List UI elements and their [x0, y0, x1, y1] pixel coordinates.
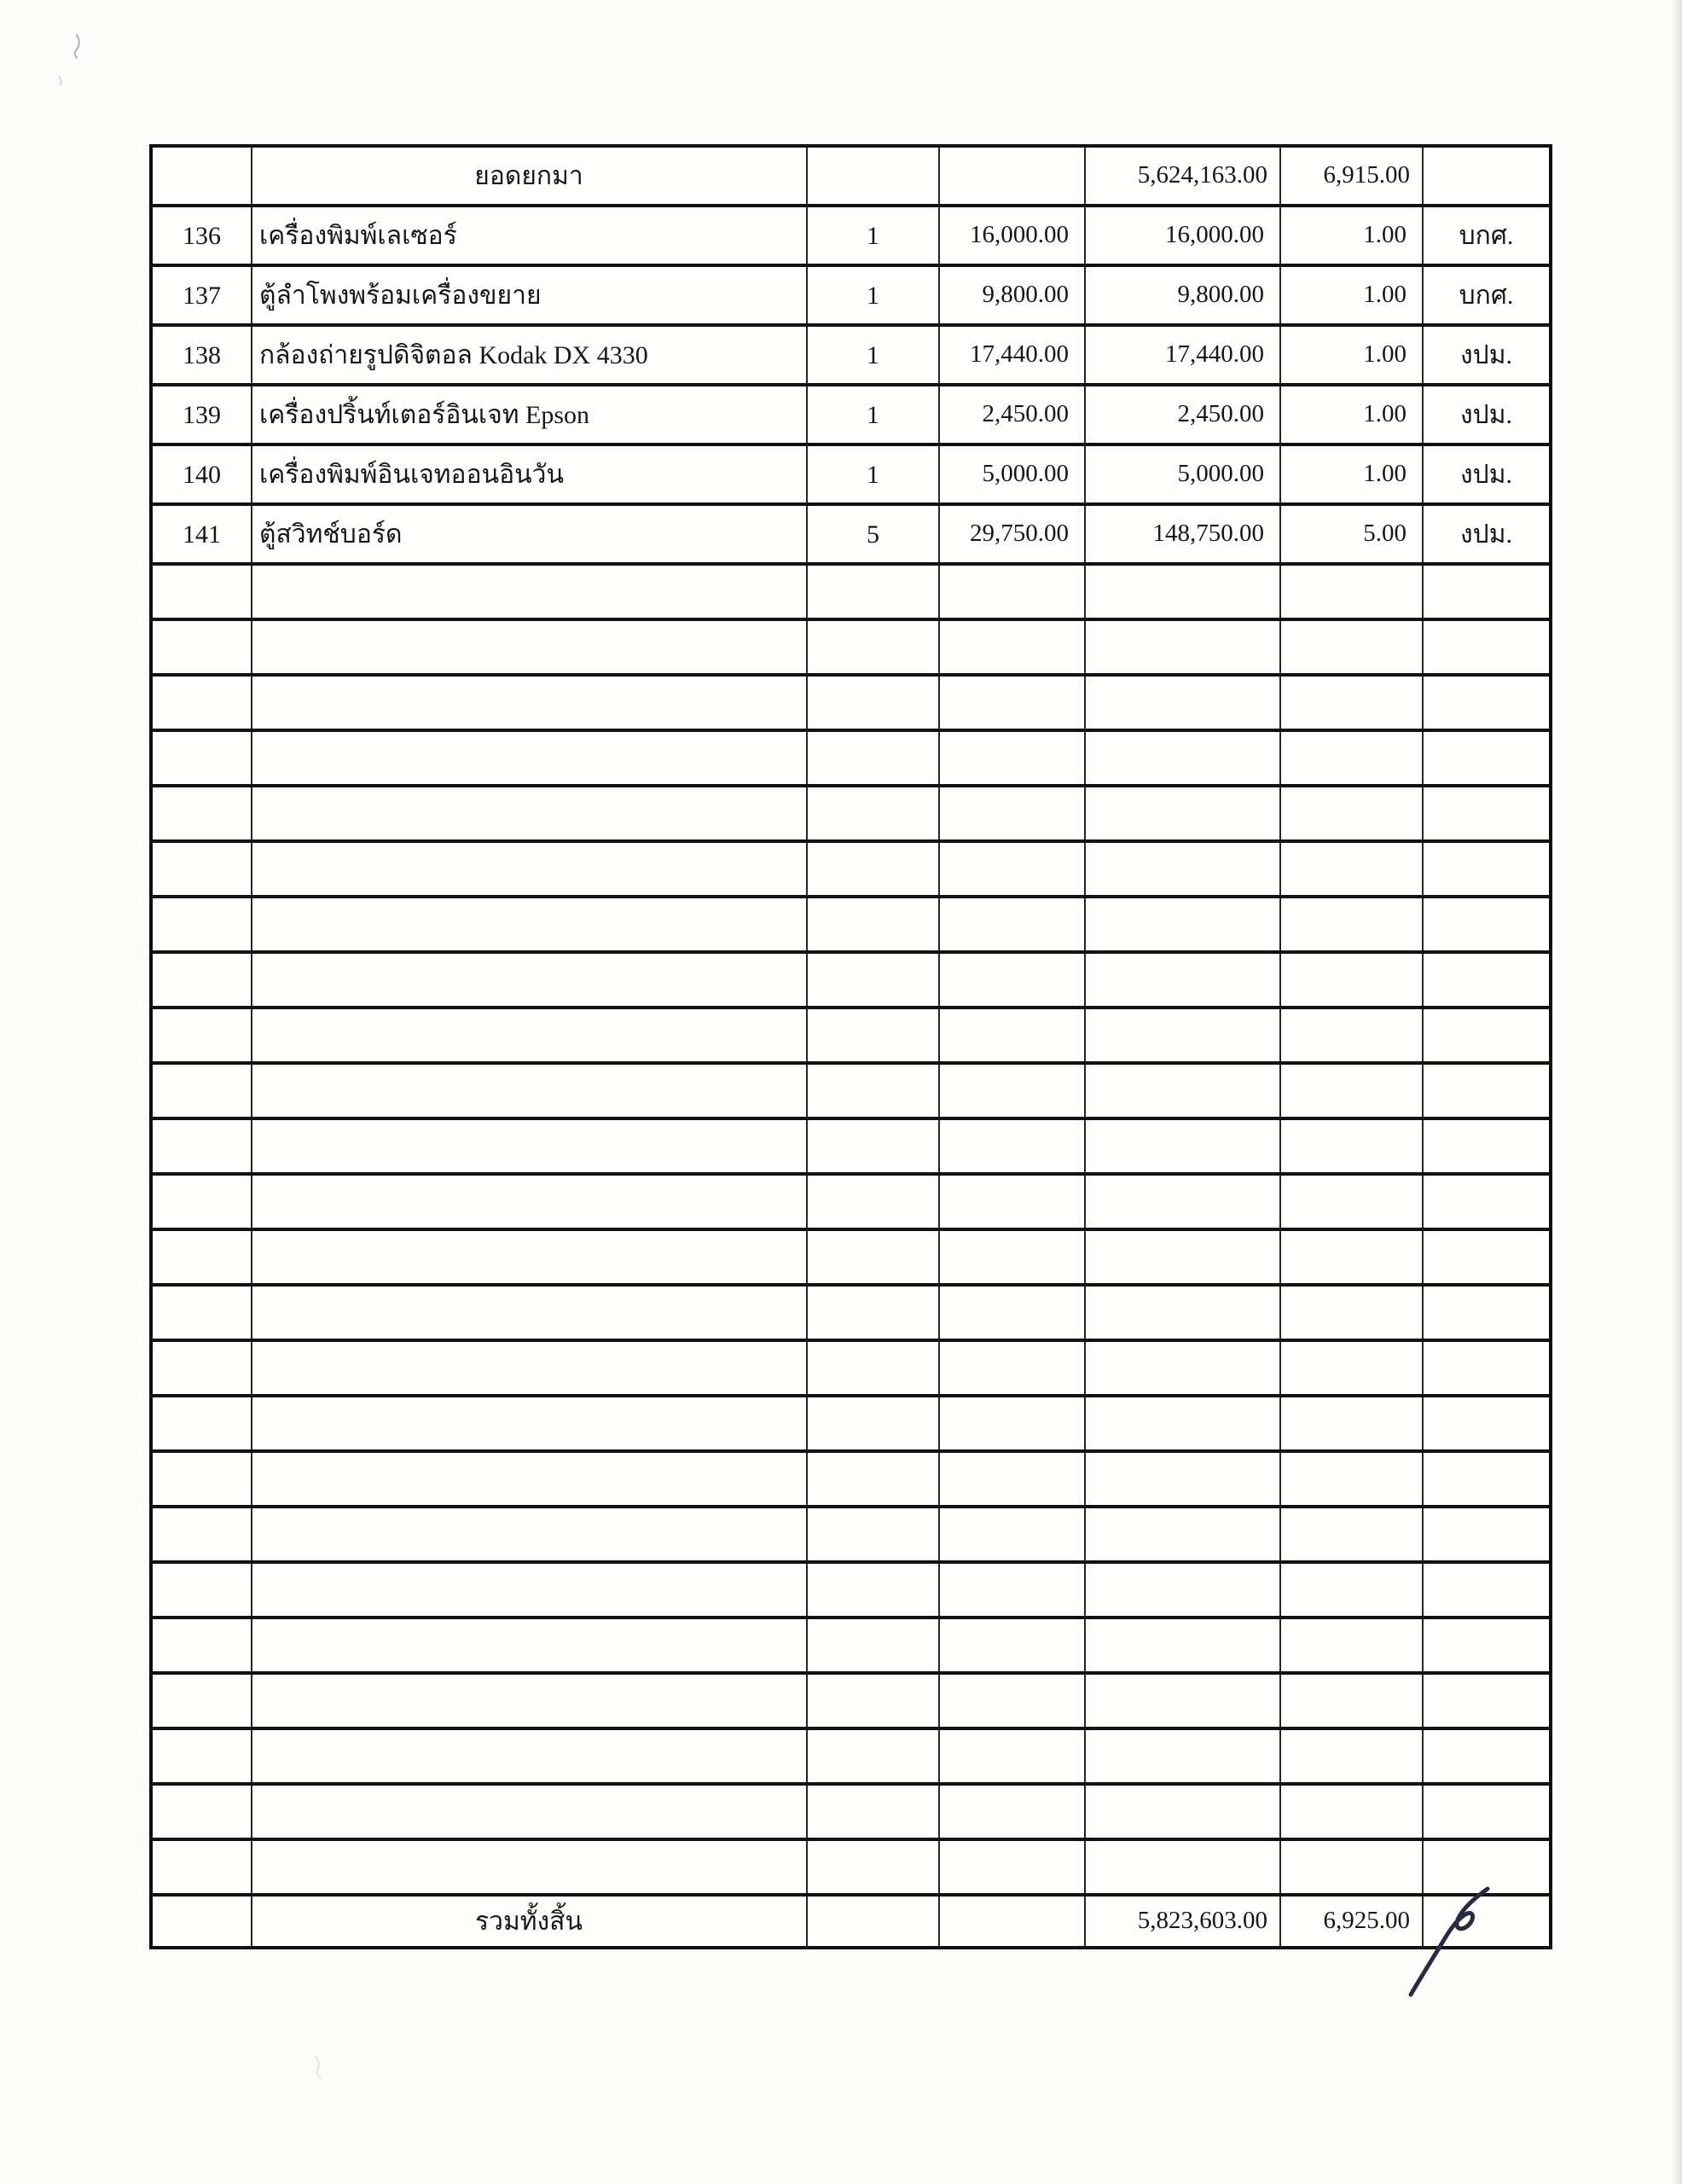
empty-cell: [1280, 1562, 1423, 1618]
empty-cell: [939, 1784, 1085, 1839]
description-cell: กล้องถ่ายรูปดิจิตอล Kodak DX 4330: [252, 325, 807, 385]
empty-row: [151, 1784, 1551, 1839]
empty-cell: [807, 952, 939, 1008]
empty-cell: [252, 786, 807, 841]
empty-cell: [252, 1839, 807, 1895]
description-cell: เครื่องพิมพ์อินเจทออนอินวัน: [252, 444, 807, 504]
item-no-cell: 137: [151, 265, 252, 325]
empty-cell: [1423, 952, 1551, 1008]
empty-cell: [939, 1728, 1085, 1784]
unit-price-cell: 2,450.00: [939, 385, 1085, 444]
empty-cell: [1085, 1784, 1280, 1839]
empty-cell: [1423, 1174, 1551, 1229]
empty-cell: [939, 1063, 1085, 1118]
empty-cell: [1085, 619, 1280, 675]
empty-row: [151, 1451, 1551, 1507]
description-cell: ตู้ลำโพงพร้อมเครื่องขยาย: [252, 265, 807, 325]
empty-cell: [151, 1285, 252, 1340]
empty-cell: [151, 1229, 252, 1285]
empty-cell: [939, 1008, 1085, 1063]
empty-row: [151, 952, 1551, 1008]
empty-cell: [151, 1507, 252, 1562]
empty-cell: [151, 1728, 252, 1784]
empty-cell: [151, 1618, 252, 1673]
description-cell: ยอดยกมา: [252, 146, 807, 206]
empty-cell: [807, 841, 939, 897]
empty-cell: [1423, 675, 1551, 730]
empty-cell: [1280, 1728, 1423, 1784]
empty-cell: [1280, 1008, 1423, 1063]
empty-cell: [1423, 619, 1551, 675]
empty-cell: [1280, 730, 1423, 786]
empty-cell: [1085, 952, 1280, 1008]
empty-row: [151, 1673, 1551, 1728]
empty-cell: [1423, 1451, 1551, 1507]
empty-cell: [939, 1340, 1085, 1396]
empty-cell: [1280, 1507, 1423, 1562]
empty-cell: [1423, 1728, 1551, 1784]
empty-cell: [807, 1229, 939, 1285]
empty-cell: [1423, 897, 1551, 952]
empty-cell: [151, 841, 252, 897]
empty-cell: [1423, 730, 1551, 786]
empty-cell: [807, 1784, 939, 1839]
empty-row: [151, 1008, 1551, 1063]
qty-cell: 1: [807, 206, 939, 265]
empty-row: [151, 1063, 1551, 1118]
empty-cell: [151, 952, 252, 1008]
empty-cell: [151, 619, 252, 675]
amount-cell: 5,823,603.00: [1085, 1895, 1280, 1948]
item-row: [151, 265, 1551, 325]
empty-cell: [807, 146, 939, 206]
qty-cell: 1: [807, 444, 939, 504]
empty-cell: [1280, 1174, 1423, 1229]
scan-artifact-icon: [68, 32, 89, 61]
empty-cell: [252, 1008, 807, 1063]
empty-cell: [939, 1507, 1085, 1562]
count-cell: 5.00: [1280, 504, 1423, 564]
empty-cell: [1280, 1118, 1423, 1174]
empty-cell: [1280, 1063, 1423, 1118]
empty-cell: [807, 1285, 939, 1340]
empty-cell: [252, 1174, 807, 1229]
empty-cell: [1423, 1118, 1551, 1174]
empty-cell: [939, 1118, 1085, 1174]
empty-cell: [252, 1673, 807, 1728]
empty-cell: [1085, 1229, 1280, 1285]
count-cell: 6,925.00: [1280, 1895, 1423, 1948]
empty-cell: [1085, 1396, 1280, 1451]
empty-cell: [151, 1118, 252, 1174]
empty-cell: [939, 1285, 1085, 1340]
amount-cell: 2,450.00: [1085, 385, 1280, 444]
empty-cell: [939, 1174, 1085, 1229]
empty-cell: [1085, 1174, 1280, 1229]
empty-row: [151, 564, 1551, 619]
empty-cell: [1085, 1285, 1280, 1340]
empty-cell: [807, 1728, 939, 1784]
empty-cell: [807, 675, 939, 730]
empty-cell: [939, 1895, 1085, 1948]
empty-cell: [151, 1008, 252, 1063]
empty-cell: [1423, 1784, 1551, 1839]
empty-row: [151, 1229, 1551, 1285]
empty-cell: [1423, 1396, 1551, 1451]
empty-cell: [939, 897, 1085, 952]
empty-cell: [252, 619, 807, 675]
empty-cell: [252, 1507, 807, 1562]
empty-cell: [151, 1451, 252, 1507]
amount-cell: 16,000.00: [1085, 206, 1280, 265]
unit-price-cell: 17,440.00: [939, 325, 1085, 385]
grand-total-row: [151, 1895, 1551, 1948]
empty-cell: [939, 146, 1085, 206]
empty-cell: [1085, 1507, 1280, 1562]
empty-cell: [1280, 564, 1423, 619]
empty-cell: [1423, 1673, 1551, 1728]
item-row: [151, 385, 1551, 444]
empty-cell: [1423, 786, 1551, 841]
empty-cell: [151, 675, 252, 730]
empty-cell: [1085, 730, 1280, 786]
empty-row: [151, 1396, 1551, 1451]
inventory-table: [149, 144, 1552, 1949]
empty-cell: [151, 786, 252, 841]
empty-cell: [1280, 1229, 1423, 1285]
empty-cell: [252, 1340, 807, 1396]
empty-cell: [1085, 1562, 1280, 1618]
empty-row: [151, 897, 1551, 952]
empty-cell: [1085, 564, 1280, 619]
empty-cell: [1280, 1673, 1423, 1728]
empty-cell: [807, 564, 939, 619]
empty-cell: [151, 897, 252, 952]
empty-cell: [151, 1673, 252, 1728]
source-cell: บกศ.: [1423, 265, 1551, 325]
unit-price-cell: 5,000.00: [939, 444, 1085, 504]
empty-row: [151, 1118, 1551, 1174]
empty-row: [151, 1839, 1551, 1895]
signature-stroke: [1411, 1889, 1488, 1995]
empty-cell: [151, 730, 252, 786]
carried-forward-row: [151, 146, 1551, 206]
count-cell: 1.00: [1280, 444, 1423, 504]
empty-row: [151, 786, 1551, 841]
empty-cell: [807, 1396, 939, 1451]
empty-cell: [939, 1618, 1085, 1673]
empty-cell: [939, 564, 1085, 619]
empty-cell: [252, 1728, 807, 1784]
empty-cell: [807, 1673, 939, 1728]
empty-cell: [807, 1895, 939, 1948]
empty-cell: [1280, 1340, 1423, 1396]
empty-cell: [807, 1118, 939, 1174]
empty-cell: [1280, 952, 1423, 1008]
empty-cell: [1085, 1673, 1280, 1728]
empty-cell: [1423, 1063, 1551, 1118]
empty-cell: [151, 146, 252, 206]
empty-cell: [151, 1784, 252, 1839]
empty-row: [151, 1618, 1551, 1673]
empty-cell: [1085, 1618, 1280, 1673]
empty-cell: [807, 786, 939, 841]
empty-cell: [252, 730, 807, 786]
empty-row: [151, 619, 1551, 675]
count-cell: 6,915.00: [1280, 146, 1423, 206]
empty-cell: [151, 1340, 252, 1396]
empty-cell: [939, 675, 1085, 730]
empty-row: [151, 1562, 1551, 1618]
empty-cell: [1280, 786, 1423, 841]
source-cell: งปม.: [1423, 325, 1551, 385]
inventory-table-body: [151, 146, 1551, 1948]
empty-cell: [939, 619, 1085, 675]
empty-cell: [1085, 786, 1280, 841]
empty-cell: [807, 1839, 939, 1895]
empty-cell: [1423, 1562, 1551, 1618]
empty-cell: [252, 897, 807, 952]
empty-cell: [1085, 1008, 1280, 1063]
empty-cell: [252, 1618, 807, 1673]
empty-cell: [1085, 1451, 1280, 1507]
empty-cell: [1423, 841, 1551, 897]
item-row: [151, 444, 1551, 504]
empty-row: [151, 1507, 1551, 1562]
empty-row: [151, 1728, 1551, 1784]
empty-cell: [1423, 1340, 1551, 1396]
empty-cell: [252, 1562, 807, 1618]
empty-row: [151, 1285, 1551, 1340]
empty-cell: [807, 1008, 939, 1063]
unit-price-cell: 16,000.00: [939, 206, 1085, 265]
qty-cell: 1: [807, 325, 939, 385]
description-cell: ตู้สวิทช์บอร์ด: [252, 504, 807, 564]
empty-cell: [252, 1118, 807, 1174]
qty-cell: 1: [807, 265, 939, 325]
empty-cell: [939, 1451, 1085, 1507]
empty-cell: [1085, 1063, 1280, 1118]
signature-ink: [1397, 1882, 1517, 1997]
empty-cell: [807, 1507, 939, 1562]
empty-cell: [807, 1618, 939, 1673]
empty-cell: [939, 730, 1085, 786]
empty-cell: [807, 1562, 939, 1618]
scan-artifact-icon: [56, 75, 65, 87]
amount-cell: 5,624,163.00: [1085, 146, 1280, 206]
count-cell: 1.00: [1280, 385, 1423, 444]
empty-cell: [151, 1396, 252, 1451]
source-cell: งปม.: [1423, 385, 1551, 444]
empty-cell: [939, 1673, 1085, 1728]
empty-cell: [1423, 1229, 1551, 1285]
description-cell: เครื่องปริ้นท์เตอร์อินเจท Epson: [252, 385, 807, 444]
empty-cell: [252, 564, 807, 619]
unit-price-cell: 29,750.00: [939, 504, 1085, 564]
empty-cell: [1280, 897, 1423, 952]
empty-row: [151, 841, 1551, 897]
count-cell: 1.00: [1280, 206, 1423, 265]
empty-cell: [1423, 1285, 1551, 1340]
empty-cell: [252, 1784, 807, 1839]
empty-cell: [151, 1063, 252, 1118]
qty-cell: 5: [807, 504, 939, 564]
empty-cell: [1085, 1728, 1280, 1784]
empty-cell: [1280, 1784, 1423, 1839]
empty-cell: [807, 1451, 939, 1507]
empty-cell: [1085, 1839, 1280, 1895]
empty-cell: [939, 1839, 1085, 1895]
count-cell: 1.00: [1280, 265, 1423, 325]
empty-cell: [252, 1229, 807, 1285]
empty-cell: [807, 1340, 939, 1396]
empty-cell: [1085, 1118, 1280, 1174]
empty-cell: [1280, 1618, 1423, 1673]
item-row: [151, 325, 1551, 385]
amount-cell: 9,800.00: [1085, 265, 1280, 325]
empty-cell: [151, 1895, 252, 1948]
empty-cell: [1423, 1008, 1551, 1063]
amount-cell: 148,750.00: [1085, 504, 1280, 564]
source-cell: บกศ.: [1423, 206, 1551, 265]
empty-cell: [1280, 841, 1423, 897]
item-row: [151, 206, 1551, 265]
empty-cell: [1085, 675, 1280, 730]
item-no-cell: 138: [151, 325, 252, 385]
empty-cell: [807, 1174, 939, 1229]
empty-cell: [252, 1063, 807, 1118]
item-row: [151, 504, 1551, 564]
empty-cell: [252, 1451, 807, 1507]
amount-cell: 5,000.00: [1085, 444, 1280, 504]
empty-cell: [939, 1562, 1085, 1618]
empty-row: [151, 1340, 1551, 1396]
empty-cell: [151, 1562, 252, 1618]
empty-cell: [939, 952, 1085, 1008]
empty-cell: [1423, 1618, 1551, 1673]
empty-cell: [151, 564, 252, 619]
empty-cell: [939, 841, 1085, 897]
empty-cell: [1085, 897, 1280, 952]
empty-cell: [151, 1174, 252, 1229]
item-no-cell: 136: [151, 206, 252, 265]
empty-cell: [1280, 1396, 1423, 1451]
empty-cell: [252, 675, 807, 730]
empty-cell: [1085, 1340, 1280, 1396]
empty-cell: [252, 841, 807, 897]
empty-cell: [1280, 1285, 1423, 1340]
empty-cell: [1280, 1451, 1423, 1507]
empty-cell: [939, 1229, 1085, 1285]
count-cell: 1.00: [1280, 325, 1423, 385]
empty-cell: [1280, 675, 1423, 730]
empty-cell: [252, 1285, 807, 1340]
scan-edge-shadow: [1672, 0, 1682, 2184]
empty-cell: [1423, 146, 1551, 206]
empty-cell: [807, 619, 939, 675]
source-cell: งปม.: [1423, 444, 1551, 504]
empty-cell: [252, 952, 807, 1008]
empty-row: [151, 675, 1551, 730]
empty-cell: [1423, 1507, 1551, 1562]
empty-cell: [1280, 619, 1423, 675]
empty-cell: [807, 730, 939, 786]
unit-price-cell: 9,800.00: [939, 265, 1085, 325]
empty-cell: [807, 897, 939, 952]
empty-cell: [252, 1396, 807, 1451]
empty-cell: [1423, 564, 1551, 619]
empty-cell: [939, 1396, 1085, 1451]
empty-cell: [1085, 841, 1280, 897]
item-no-cell: 141: [151, 504, 252, 564]
item-no-cell: 140: [151, 444, 252, 504]
empty-row: [151, 1174, 1551, 1229]
item-no-cell: 139: [151, 385, 252, 444]
amount-cell: 17,440.00: [1085, 325, 1280, 385]
source-cell: งปม.: [1423, 504, 1551, 564]
empty-row: [151, 730, 1551, 786]
scan-artifact-icon: [312, 2054, 324, 2080]
description-cell: รวมทั้งสิ้น: [252, 1895, 807, 1948]
empty-cell: [939, 786, 1085, 841]
empty-cell: [807, 1063, 939, 1118]
qty-cell: 1: [807, 385, 939, 444]
empty-cell: [151, 1839, 252, 1895]
description-cell: เครื่องพิมพ์เลเซอร์: [252, 206, 807, 265]
